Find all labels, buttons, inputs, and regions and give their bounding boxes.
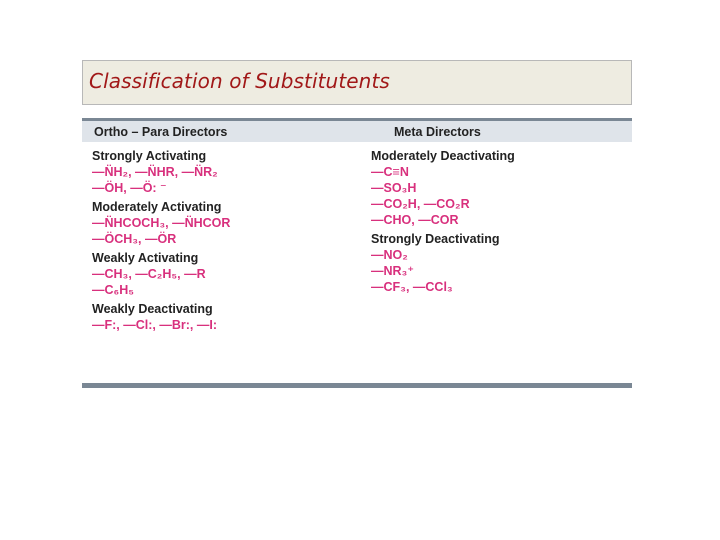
substituent-line: —ÖH, —Ö: ⁻: [92, 181, 167, 195]
category-weakly-activating: Weakly Activating: [92, 251, 199, 265]
category-strongly-activating: Strongly Activating: [92, 149, 207, 163]
substituent-line: —NR₃⁺: [371, 264, 414, 278]
substituent-line: —N̈H₂, —N̈HR, —N̈R₂: [92, 165, 218, 179]
substituent-line: —N̈HCOCH₃, —N̈HCOR: [92, 216, 231, 230]
substituent-line: —CH₃, —C₂H₅, —R: [92, 267, 206, 281]
category-moderately-activating: Moderately Activating: [92, 200, 222, 214]
ortho-para-header: Ortho – Para Directors: [94, 125, 228, 139]
substituent-line: —CF₃, —CCl₃: [371, 280, 453, 294]
category-strongly-deactivating: Strongly Deactivating: [371, 232, 500, 246]
substituent-line: —SO₃H: [371, 181, 417, 195]
substituent-line: —F:, —Cl:, —Br:, —I:: [92, 318, 217, 332]
substituent-table: [82, 118, 632, 388]
meta-column: [371, 148, 621, 295]
title-box: [82, 60, 632, 105]
substituent-line: —CHO, —COR: [371, 213, 459, 227]
table-bottom-rule: [82, 383, 632, 388]
slide-title: Classification of Substitutents: [89, 69, 390, 93]
meta-header: Meta Directors: [394, 125, 481, 139]
ortho-para-column: [92, 148, 342, 333]
table-header: [82, 118, 632, 142]
substituent-line: —NO₂: [371, 248, 408, 262]
substituent-line: —C₆H₅: [92, 283, 134, 297]
category-moderately-deactivating: Moderately Deactivating: [371, 149, 515, 163]
substituent-line: —ÖCH₃, —ÖR: [92, 232, 177, 246]
category-weakly-deactivating: Weakly Deactivating: [92, 302, 213, 316]
substituent-line: —C≡N: [371, 165, 409, 179]
substituent-line: —CO₂H, —CO₂R: [371, 197, 470, 211]
